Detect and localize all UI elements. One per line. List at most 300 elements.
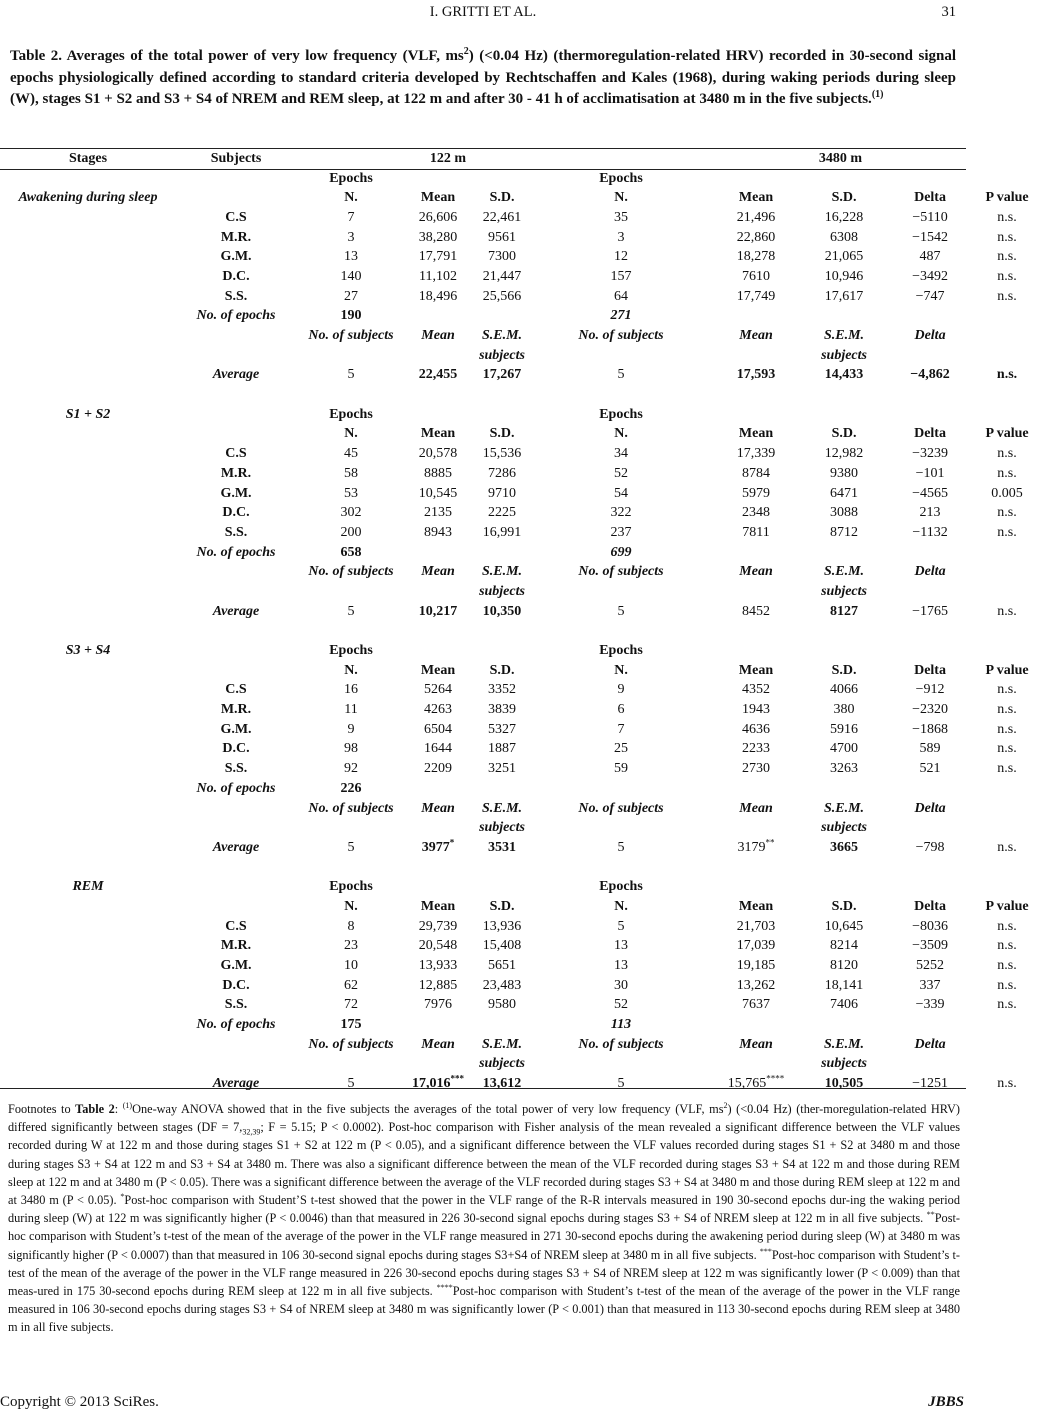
empty-cell: [0, 740, 176, 760]
empty-cell: [884, 858, 976, 878]
average-value: 10,217: [418, 603, 458, 619]
average-value: 5: [347, 839, 355, 855]
empty-cell: [976, 169, 1038, 189]
data-cell: n.s.: [997, 997, 1017, 1013]
data-cell: −912: [915, 682, 945, 698]
data-cell: 12,885: [418, 977, 458, 993]
data-cell: 11: [344, 702, 358, 718]
data-cell: 140: [340, 268, 362, 284]
empty-cell: [534, 385, 708, 405]
data-cell: 17,617: [824, 288, 864, 304]
average-value: 10,505: [824, 1076, 864, 1092]
data-cell: 29,739: [418, 918, 458, 934]
average-header-cell: Delta: [914, 800, 946, 816]
epochs-label-122m: Epochs: [329, 643, 373, 659]
subheader-cell: N.: [344, 190, 358, 206]
data-cell: 8943: [424, 524, 452, 540]
data-cell: 1887: [488, 741, 517, 757]
data-cell: 12: [614, 249, 629, 265]
subheader-cell: Delta: [914, 898, 946, 914]
average-cell: [976, 838, 1038, 858]
subheader-cell: S.D.: [489, 426, 515, 442]
average-row: [0, 366, 1038, 386]
average-value: 5: [617, 603, 625, 619]
data-cell: 237: [610, 524, 632, 540]
average-row: [0, 1074, 1038, 1094]
average-header-cell: Mean: [421, 800, 455, 816]
average-header-cell: S.E.M.: [481, 328, 523, 344]
subheader-cell: Mean: [738, 190, 774, 206]
average-cell: [470, 1074, 534, 1094]
empty-cell: [406, 858, 470, 878]
subheader-cell: N.: [344, 426, 358, 442]
data-cell: 3352: [488, 682, 517, 698]
subject-name: D.C.: [222, 977, 250, 993]
no-epochs-122m: 175: [340, 1017, 362, 1033]
data-cell: −5110: [912, 209, 948, 225]
table-row: [0, 917, 1038, 937]
data-cell: −747: [915, 288, 945, 304]
data-cell: 9710: [488, 485, 517, 501]
empty-cell: [296, 346, 406, 366]
empty-cell: [0, 818, 176, 838]
epochs-label-3480m: Epochs: [599, 643, 643, 659]
data-cell: 4263: [424, 702, 452, 718]
data-cell: −3492: [912, 268, 948, 284]
data-cell: 5651: [488, 958, 517, 974]
data-cell: 5: [617, 918, 625, 934]
average-cell: [976, 1074, 1038, 1094]
empty-cell: [0, 1035, 176, 1055]
stage-label: S1 + S2: [65, 406, 111, 422]
empty-cell: [470, 877, 534, 897]
average-cell: [976, 366, 1038, 386]
average-header-cell: S.E.M.: [823, 1036, 865, 1052]
average-header-cell: S.E.M.: [481, 1036, 523, 1052]
data-cell: 6308: [830, 229, 859, 245]
subheader-cell: Delta: [914, 426, 946, 442]
table-row: [0, 740, 1038, 760]
empty-cell: [0, 228, 176, 248]
average-label: Average: [212, 367, 260, 383]
data-cell: 10,645: [824, 918, 864, 934]
average-row: [0, 838, 1038, 858]
table-footnotes: Footnotes to Table 2: $^{(1)}$One-way ANOVA showed that in the five subjects the averages of the total power of very low frequency (VLF, $ms^2$) (<0.04 Hz) (ther-moregulation-related HRV) differed significantly between stages ($DF = 7,_{32,39}$; F = 5.15; P < 0.0002). Post-hoc comparison with Fisher analysis of the mean revealed a significant difference between the VLF values recorded during W at 122 m and those during stages S1 + S2 at 122 m (P < 0.05), and a significant difference between the VLF values recorded during stages S1 + S2 at 3480 m and those during stages S3 + S4 at 122 m and S3 + S4 at 3480 m. There was also a significant difference between the mean of the VLF recorded during stages S3 + S4 at 122 m and those during REM sleep at 122 m and at 3480 m (P < 0.05). There was a significant difference between the average of the VLF recorded during stages S3 + S4 at 3480 m and those during REM sleep at 122 m and at 3480 m (P < 0.05). *Post-hoc comparison with Student’S t-test showed that the power in the VLF range of the R-R intervals measured in 190 30-second epochs dur-ing the waking period during sleep (W) at 122 m was significantly higher (P < 0.0046) than that measured in 226 30-second signal epochs during stages S3 + S4 of NREM sleep at 122 m in all five subjects. **Post-hoc comparison with Student’s t-test of the mean of the average of the power in the VLF range measured in 271 30-second epochs during the awakening period during sleep (W) at 3480 m was significantly higher (P < 0.0007) than that measured in 106 30-second signal epochs during stages S3+S4 of NREM sleep at 3480 m in all five subjects. ***Post-hoc comparison with Student’s t-test of the mean of the average of the power in the VLF range measured in 226 30-second epochs during stages S3 + S4 of NREM sleep at 122 m was significantly lower (P < 0.009) than that meas-ured in 175 30-second epochs during REM sleep at 122 m in all five subjects. ****Post-hoc comparison with Student’s t-test of the mean of the average of the power in the VLF range measured in 106 30-second epochs during stages S3 + S4 of NREM sleep at 3480 m was significantly lower (P < 0.001) than that measured in 113 30-second epochs during REM sleep at 3480 m in all five subjects.: [8, 1100, 961, 1335]
vlf-table: [0, 149, 1038, 1094]
table-row: [0, 759, 1038, 779]
empty-cell: [176, 897, 296, 917]
empty-cell: [0, 897, 176, 917]
subheader-cell: Mean: [420, 426, 456, 442]
average-header-cell: subjects: [479, 583, 525, 599]
data-cell: 11,102: [419, 268, 457, 284]
epochs-label-122m: Epochs: [329, 406, 373, 422]
average-header-cell: S.E.M.: [481, 800, 523, 816]
average-header-row: [0, 562, 1038, 582]
average-header-cell: Mean: [739, 564, 773, 580]
average-header-cell: Mean: [739, 1036, 773, 1052]
empty-cell: [176, 858, 296, 878]
empty-cell: [884, 1055, 976, 1075]
empty-cell: [976, 622, 1038, 642]
section-epochs-row: [0, 169, 1038, 189]
table-row: [0, 996, 1038, 1016]
average-value: 17,593: [736, 367, 776, 383]
average-cell: [884, 366, 976, 386]
empty-cell: [0, 759, 176, 779]
subject-name: C.S: [225, 209, 247, 225]
empty-cell: [176, 169, 296, 189]
empty-cell: [976, 582, 1038, 602]
empty-cell: [804, 622, 884, 642]
average-label: Average: [212, 1076, 260, 1092]
empty-cell: [0, 838, 176, 858]
empty-cell: [708, 1015, 804, 1035]
data-cell: n.s.: [997, 288, 1017, 304]
average-header-row: [0, 326, 1038, 346]
significance-mark: **: [765, 837, 775, 848]
average-value: n.s.: [997, 603, 1017, 619]
data-cell: 3: [347, 229, 355, 245]
data-cell: n.s.: [997, 268, 1017, 284]
average-cell: [804, 838, 884, 858]
data-cell: 6504: [424, 721, 452, 737]
data-cell: 10,545: [418, 485, 458, 501]
empty-cell: [176, 661, 296, 681]
empty-cell: [470, 405, 534, 425]
data-cell: 7286: [488, 465, 517, 481]
empty-cell: [804, 405, 884, 425]
table-row: [0, 937, 1038, 957]
average-cell: [296, 366, 406, 386]
data-cell: 13,262: [736, 977, 776, 993]
average-value: 14,433: [824, 367, 864, 383]
average-row: [0, 602, 1038, 622]
empty-cell: [708, 858, 804, 878]
empty-cell: [804, 641, 884, 661]
data-cell: −101: [915, 465, 945, 481]
section-epochs-row: [0, 877, 1038, 897]
empty-cell: [804, 858, 884, 878]
data-cell: 13: [614, 958, 629, 974]
data-cell: 15,536: [482, 446, 522, 462]
average-cell: [884, 838, 976, 858]
data-cell: 21,496: [736, 209, 776, 225]
empty-cell: [708, 385, 804, 405]
data-cell: n.s.: [997, 249, 1017, 265]
average-header-cell: subjects: [479, 1056, 525, 1072]
data-cell: 521: [919, 761, 941, 777]
empty-cell: [976, 641, 1038, 661]
data-cell: 35: [614, 209, 629, 225]
data-cell: 64: [614, 288, 629, 304]
average-cell: [406, 602, 470, 622]
empty-cell: [0, 937, 176, 957]
no-epochs-row: [0, 1015, 1038, 1035]
subheader-cell: Mean: [420, 898, 456, 914]
data-cell: 34: [614, 446, 629, 462]
empty-cell: [884, 1015, 976, 1035]
data-cell: 20,548: [418, 938, 458, 954]
data-cell: 19,185: [736, 958, 776, 974]
average-cell: [296, 1074, 406, 1094]
empty-cell: [296, 385, 406, 405]
data-cell: 7976: [424, 997, 452, 1013]
subject-name: M.R.: [220, 938, 252, 954]
data-cell: 25: [614, 741, 629, 757]
data-cell: 337: [919, 977, 941, 993]
average-cell: [534, 838, 708, 858]
average-value: 5: [617, 367, 625, 383]
data-cell: n.s.: [997, 524, 1017, 540]
subject-name: S.S.: [224, 997, 248, 1013]
data-cell: 2730: [742, 761, 771, 777]
empty-cell: [0, 956, 176, 976]
empty-cell: [0, 346, 176, 366]
data-cell: −8036: [912, 918, 948, 934]
empty-cell: [884, 405, 976, 425]
average-header-row-2: [0, 818, 1038, 838]
data-cell: 21,065: [824, 249, 864, 265]
average-cell: [470, 366, 534, 386]
data-cell: 3: [617, 229, 625, 245]
data-cell: 589: [919, 741, 941, 757]
empty-cell: [804, 307, 884, 327]
empty-cell: [976, 562, 1038, 582]
subheader-cell: N.: [614, 190, 628, 206]
data-cell: 200: [340, 524, 362, 540]
empty-cell: [708, 405, 804, 425]
empty-cell: [176, 405, 296, 425]
data-cell: n.s.: [997, 721, 1017, 737]
subject-name: S.S.: [224, 761, 248, 777]
empty-cell: [884, 622, 976, 642]
empty-cell: [884, 641, 976, 661]
subject-name: D.C.: [222, 505, 250, 521]
data-cell: −339: [915, 997, 945, 1013]
data-cell: −4565: [912, 485, 948, 501]
col-header-stages: Stages: [68, 150, 108, 166]
average-header-cell: Mean: [421, 1036, 455, 1052]
data-cell: 13,933: [418, 958, 458, 974]
empty-cell: [804, 385, 884, 405]
average-value: 15,765: [727, 1076, 767, 1092]
average-label: Average: [212, 603, 260, 619]
average-header-cell: S.E.M.: [481, 564, 523, 580]
empty-cell: [0, 1055, 176, 1075]
average-header-cell: No. of subjects: [308, 1036, 394, 1052]
average-cell: [804, 366, 884, 386]
no-epochs-122m: 190: [340, 308, 362, 324]
empty-cell: [976, 307, 1038, 327]
data-cell: 38,280: [418, 229, 458, 245]
data-cell: 21,703: [736, 918, 776, 934]
empty-cell: [0, 543, 176, 563]
empty-cell: [708, 818, 804, 838]
subheader-cell: P value: [985, 662, 1029, 678]
average-cell: [296, 838, 406, 858]
data-cell: 7610: [742, 268, 771, 284]
empty-cell: [534, 818, 708, 838]
running-title: I. GRITTI ET AL.: [429, 4, 537, 20]
average-header-row-2: [0, 346, 1038, 366]
data-cell: 3839: [488, 702, 517, 718]
data-cell: n.s.: [997, 446, 1017, 462]
data-cell: 45: [344, 446, 358, 462]
data-cell: 23: [344, 938, 358, 954]
data-cell: 7: [617, 721, 625, 737]
data-cell: n.s.: [997, 938, 1017, 954]
table-row: [0, 444, 1038, 464]
data-cell: 16: [344, 682, 358, 698]
section-subheader-row: [0, 661, 1038, 681]
average-label: Average: [212, 839, 260, 855]
data-cell: 52: [614, 997, 629, 1013]
table-row: [0, 464, 1038, 484]
empty-cell: [804, 779, 884, 799]
average-header-cell: No. of subjects: [308, 328, 394, 344]
empty-cell: [176, 582, 296, 602]
subheader-cell: Mean: [738, 662, 774, 678]
empty-cell: [976, 1035, 1038, 1055]
no-epochs-3480m: 271: [610, 308, 632, 324]
no-epochs-122m: 658: [340, 544, 362, 560]
data-cell: 58: [344, 465, 358, 481]
empty-cell: [406, 385, 470, 405]
data-cell: 23,483: [482, 977, 522, 993]
data-cell: n.s.: [997, 505, 1017, 521]
table-row: [0, 247, 1038, 267]
data-cell: n.s.: [997, 918, 1017, 934]
data-cell: 8885: [424, 465, 452, 481]
data-cell: n.s.: [997, 465, 1017, 481]
average-header-cell: No. of subjects: [578, 328, 664, 344]
section-epochs-row: [0, 641, 1038, 661]
data-cell: 3251: [488, 761, 517, 777]
empty-cell: [176, 346, 296, 366]
empty-cell: [0, 503, 176, 523]
data-cell: 213: [919, 505, 941, 521]
data-cell: 72: [344, 997, 358, 1013]
no-epochs-label: No. of epochs: [196, 780, 276, 796]
empty-cell: [708, 169, 804, 189]
subheader-cell: N.: [344, 898, 358, 914]
empty-cell: [0, 1074, 176, 1094]
data-cell: 4066: [830, 682, 859, 698]
empty-cell: [470, 858, 534, 878]
subject-name: M.R.: [220, 465, 252, 481]
empty-cell: [534, 622, 708, 642]
subheader-cell: N.: [614, 426, 628, 442]
data-cell: 30: [614, 977, 629, 993]
data-cell: 6: [617, 702, 625, 718]
empty-cell: [0, 267, 176, 287]
empty-cell: [296, 582, 406, 602]
average-header-cell: Mean: [739, 328, 773, 344]
empty-cell: [176, 1055, 296, 1075]
page-number: 31: [941, 4, 956, 20]
no-epochs-label: No. of epochs: [196, 308, 276, 324]
data-cell: −3239: [912, 446, 948, 462]
section-subheader-row: [0, 188, 1038, 208]
table-row: [0, 228, 1038, 248]
table-row: [0, 956, 1038, 976]
empty-cell: [708, 307, 804, 327]
no-epochs-row: [0, 543, 1038, 563]
data-cell: 18,496: [418, 288, 458, 304]
empty-cell: [804, 1015, 884, 1035]
empty-cell: [470, 307, 534, 327]
data-cell: 2135: [424, 505, 452, 521]
data-cell: 7811: [742, 524, 770, 540]
empty-cell: [884, 818, 976, 838]
table-row: [0, 720, 1038, 740]
table-header-row: [0, 149, 1038, 169]
empty-cell: [884, 543, 976, 563]
data-cell: −1542: [912, 229, 948, 245]
average-header-cell: subjects: [479, 347, 525, 363]
empty-cell: [406, 307, 470, 327]
average-header-cell: No. of subjects: [578, 564, 664, 580]
data-cell: n.s.: [997, 702, 1017, 718]
empty-cell: [406, 877, 470, 897]
empty-cell: [534, 858, 708, 878]
average-cell: [708, 838, 804, 858]
table-row: [0, 484, 1038, 504]
data-cell: n.s.: [997, 229, 1017, 245]
col-header-3480m: 3480 m: [818, 150, 863, 166]
empty-cell: [470, 1015, 534, 1035]
data-cell: n.s.: [997, 977, 1017, 993]
data-cell: 10,946: [824, 268, 864, 284]
average-header-cell: No. of subjects: [308, 564, 394, 580]
data-cell: 9: [617, 682, 625, 698]
average-header-cell: No. of subjects: [308, 800, 394, 816]
table-row: [0, 267, 1038, 287]
data-cell: 7637: [742, 997, 771, 1013]
empty-cell: [296, 1055, 406, 1075]
average-value: 3179: [737, 839, 766, 855]
section-gap: [0, 385, 1038, 405]
average-header-cell: Mean: [739, 800, 773, 816]
data-cell: 22,860: [736, 229, 776, 245]
empty-cell: [176, 877, 296, 897]
data-cell: 10: [344, 958, 358, 974]
average-header-cell: S.E.M.: [823, 564, 865, 580]
empty-cell: [708, 622, 804, 642]
epochs-label-122m: Epochs: [329, 170, 373, 186]
table-row: [0, 700, 1038, 720]
empty-cell: [884, 582, 976, 602]
empty-cell: [0, 917, 176, 937]
subject-name: M.R.: [220, 229, 252, 245]
data-cell: 9380: [830, 465, 859, 481]
data-cell: 13,936: [482, 918, 522, 934]
empty-cell: [0, 484, 176, 504]
average-value: 17,267: [482, 367, 522, 383]
subject-name: C.S: [225, 918, 247, 934]
no-epochs-label: No. of epochs: [196, 1017, 276, 1033]
subheader-cell: S.D.: [831, 426, 857, 442]
section-gap: [0, 858, 1038, 878]
average-value: 3531: [488, 839, 517, 855]
table-row: [0, 681, 1038, 701]
data-cell: −3509: [912, 938, 948, 954]
data-cell: 3088: [830, 505, 859, 521]
empty-cell: [0, 366, 176, 386]
empty-cell: [708, 346, 804, 366]
average-value: −1765: [912, 603, 948, 619]
